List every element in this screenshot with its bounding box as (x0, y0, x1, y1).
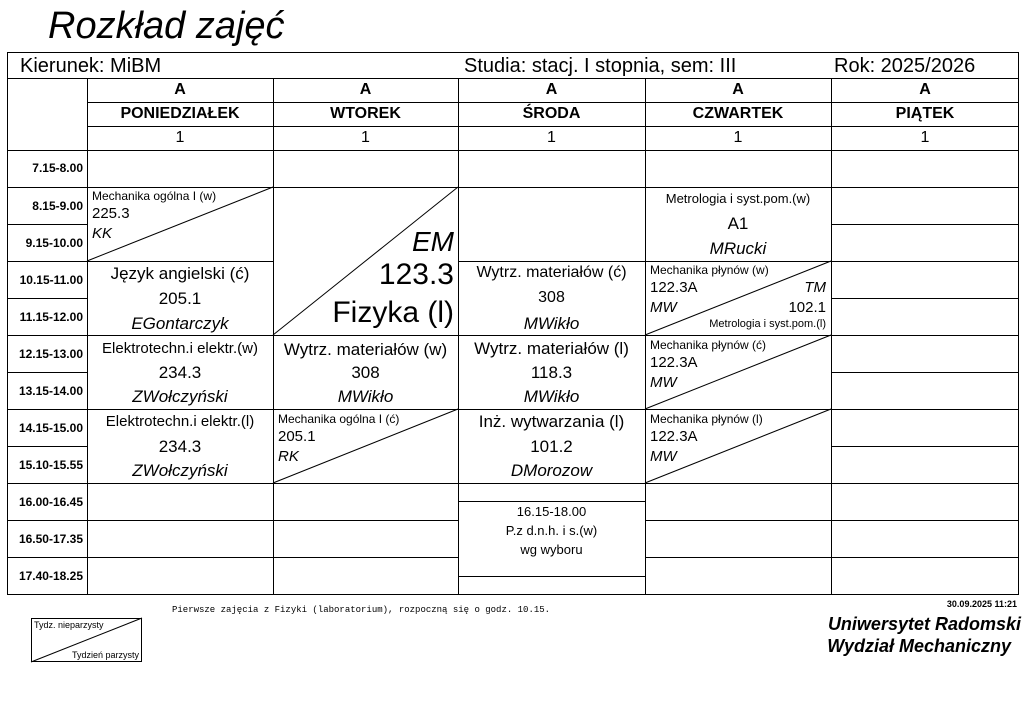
academic-year: Rok: 2025/2026 (834, 55, 976, 77)
day-number-friday: 1 (920, 129, 930, 146)
mon-mech-teacher: KK (92, 225, 113, 242)
time-slot: 8.15-9.00 (32, 199, 83, 213)
thu-mp1-room: 122.3A (650, 279, 698, 296)
thu-met-teacher: MRucki (709, 239, 767, 258)
day-name-tuesday: WTOREK (330, 105, 401, 122)
day-name-monday: PONIEDZIAŁEK (120, 105, 240, 122)
tue-fiz-title: Fizyka (l) (332, 296, 454, 329)
day-name-friday: PIĄTEK (895, 105, 955, 122)
mon-el2-title: Elektrotechn.i elektr.(l) (105, 413, 255, 430)
wed-inz-room: 101.2 (530, 437, 573, 456)
tue-fiz-room: 123.3 (378, 258, 454, 291)
wed-inz-title: Inż. wytwarzania (l) (478, 412, 625, 431)
thu-mp1-right-title: Metrologia i syst.pom.(l) (709, 318, 826, 330)
day-number-tuesday: 1 (361, 129, 370, 146)
mon-el1-teacher: ZWołczyński (132, 387, 228, 406)
thu-mp2-teacher: MW (650, 374, 677, 391)
thu-mp3-title: Mechanika płynów (l) (650, 412, 763, 426)
wed-wm1-teacher: MWikło (523, 314, 580, 333)
day-group-monday: A (174, 81, 186, 98)
page-title: Rozkład zajęć (48, 5, 285, 47)
thu-met-room: A1 (727, 214, 749, 233)
thu-mp3-room: 122.3A (650, 428, 698, 445)
university-name: Uniwersytet Radomski (827, 614, 1021, 634)
mon-el1-title: Elektrotechn.i elektr.(w) (102, 340, 258, 357)
mon-ang-teacher: EGontarczyk (131, 314, 229, 333)
wed-pz-title: P.z d.n.h. i s.(w) (505, 523, 598, 538)
timestamp: 30.09.2025 11:21 (946, 599, 1017, 609)
time-slot: 10.15-11.00 (19, 273, 83, 287)
day-group-thursday: A (732, 81, 744, 98)
thu-mp1-teacher: MW (650, 299, 677, 316)
time-slot: 17.40-18.25 (18, 569, 83, 583)
day-name-thursday: CZWARTEK (692, 105, 784, 122)
day-group-friday: A (919, 81, 931, 98)
tue-fiz-teacher: EM (412, 226, 454, 257)
day-number-thursday: 1 (733, 129, 743, 146)
tue-mech-teacher: RK (278, 448, 299, 465)
day-name-wednesday: ŚRODA (522, 105, 581, 122)
time-slot: 16.00-16.45 (18, 495, 83, 509)
thu-mp2-room: 122.3A (650, 354, 698, 371)
legend-even-week: Tydzień parzysty (71, 650, 139, 660)
time-slot: 16.50-17.35 (18, 532, 83, 546)
tue-wm-title: Wytrz. materiałów (w) (283, 340, 448, 359)
tue-wm-room: 308 (351, 363, 380, 382)
mon-mech-title: Mechanika ogólna I (w) (92, 189, 217, 203)
time-slot: 12.15-13.00 (18, 347, 83, 361)
faculty-name: Wydział Mechaniczny (827, 636, 1011, 656)
time-slot: 15.10-15.55 (18, 458, 83, 472)
day-number-monday: 1 (175, 129, 185, 146)
wed-pz-time: 16.15-18.00 (516, 504, 587, 519)
thu-mp1-title: Mechanika płynów (w) (650, 263, 769, 277)
wed-wm2-room: 118.3 (530, 363, 573, 382)
wed-pz-note: wg wyboru (520, 542, 583, 557)
time-slot: 7.15-8.00 (32, 161, 83, 175)
wed-wm2-title: Wytrz. materiałów (l) (474, 339, 629, 358)
footer-note: Pierwsze zajęcia z Fizyki (laboratorium), rozpoczną się o godz. 10.15. (172, 605, 551, 615)
mon-ang-room: 205.1 (158, 289, 202, 308)
thu-mp1-right-teacher: TM (804, 279, 826, 296)
wed-wm2-teacher: MWikło (523, 387, 580, 406)
legend-odd-week: Tydz. nieparzysty (34, 620, 104, 630)
mon-el2-teacher: ZWołczyński (132, 461, 228, 480)
mon-el2-room: 234.3 (158, 437, 202, 456)
tue-mech-room: 205.1 (278, 428, 316, 445)
mon-el1-room: 234.3 (158, 363, 202, 382)
mon-ang-title: Język angielski (ć) (110, 264, 250, 283)
wed-inz-teacher: DMorozow (510, 461, 593, 480)
wed-wm1-title: Wytrz. materiałów (ć) (476, 264, 627, 281)
study-mode: Studia: stacj. I stopnia, sem: III (464, 55, 737, 77)
mon-mech-room: 225.3 (92, 205, 130, 222)
thu-mp2-title: Mechanika płynów (ć) (650, 338, 767, 352)
day-number-wednesday: 1 (547, 129, 556, 146)
field-of-study: Kierunek: MiBM (20, 55, 162, 77)
tue-wm-teacher: MWikło (337, 387, 394, 406)
tue-mech-title: Mechanika ogólna I (ć) (278, 412, 400, 426)
time-slot: 13.15-14.00 (18, 384, 83, 398)
thu-mp3-teacher: MW (650, 448, 677, 465)
time-slot: 14.15-15.00 (18, 421, 83, 435)
thu-mp1-right-room: 102.1 (788, 299, 826, 316)
time-slot: 9.15-10.00 (25, 236, 83, 250)
wed-wm1-room: 308 (538, 289, 565, 306)
time-slot: 11.15-12.00 (19, 310, 83, 324)
day-group-tuesday: A (359, 81, 372, 98)
day-group-wednesday: A (545, 81, 558, 98)
thu-met-title: Metrologia i syst.pom.(w) (665, 191, 811, 206)
